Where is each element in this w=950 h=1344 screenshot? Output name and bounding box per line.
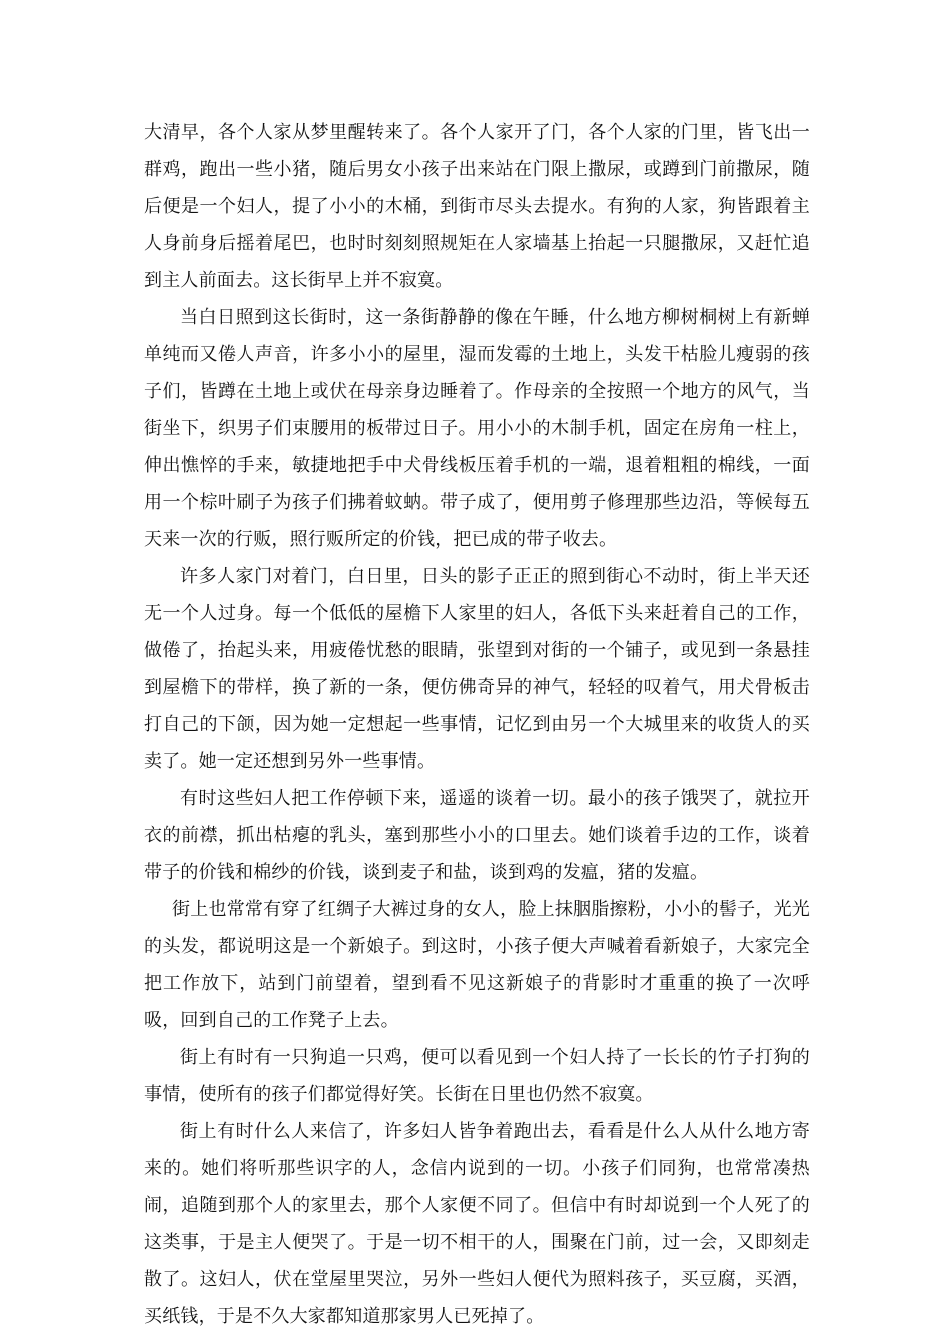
- paragraph-5: 街上也常常有穿了红绸子大裤过身的女人，脸上抹胭脂擦粉，小小的髻子，光光的头发，都说明这是一个新娘子。到这时，小孩子便大声喊着看新娘子，大家完全把工作放下，站到门前望着，望到看不见这新娘子的背影时才重重的换了一次呼吸，回到自己的工作凳子上去。: [144, 899, 810, 1031]
- document-body: [144, 114, 810, 1335]
- paragraph-1: 大清早，各个人家从梦里醒转来了。各个人家开了门，各个人家的门里，皆飞出一群鸡，跑出一些小猪，随后男女小孩子出来站在门限上撒尿，或蹲到门前撒尿，随后便是一个妇人，提了小小的木桶，到街市尽头去提水。有狗的人家，狗皆跟着主人身前身后摇着尾巴，也时时刻刻照规矩在人家墙基上抬起一只腿撒尿，又赶忙追到主人前面去。这长街早上并不寂寞。: [144, 122, 810, 291]
- paragraph-4: 有时这些妇人把工作停顿下来，遥遥的谈着一切。最小的孩子饿哭了，就拉开衣的前襟，抓出枯瘪的乳头，塞到那些小小的口里去。她们谈着手边的工作，谈着带子的价钱和棉纱的价钱，谈到麦子和盐，谈到鸡的发瘟，猪的发瘟。: [144, 788, 810, 883]
- paragraph-7: 街上有时什么人来信了，许多妇人皆争着跑出去，看看是什么人从什么地方寄来的。她们将听那些识字的人，念信内说到的一切。小孩子们同狗，也常常凑热闹，追随到那个人的家里去，那个人家便不同了。但信中有时却说到一个人死了的这类事，于是主人便哭了。于是一切不相干的人，围聚在门前，过一会，又即刻走散了。这妇人，伏在堂屋里哭泣，另外一些妇人便代为照料孩子，买豆腐，买酒，买纸钱，于是不久大家都知道那家男人已死掉了。: [144, 1121, 810, 1327]
- paragraph-2: 当白日照到这长街时，这一条街静静的像在午睡，什么地方柳树桐树上有新蝉单纯而又倦人声音，许多小小的屋里，湿而发霉的土地上，头发干枯脸儿瘦弱的孩子们，皆蹲在土地上或伏在母亲身边睡着了。作母亲的全按照一个地方的风气，当街坐下，织男子们束腰用的板带过日子。用小小的木制手机，固定在房角一柱上，伸出憔悴的手来，敏捷地把手中犬骨线板压着手机的一端，退着粗粗的棉线，一面用一个棕叶刷子为孩子们拂着蚊蚋。带子成了，便用剪子修理那些边沿，等候每五天来一次的行贩，照行贩所定的价钱，把已成的带子收去。: [144, 307, 810, 550]
- paragraph-3: 许多人家门对着门，白日里，日头的影子正正的照到街心不动时，街上半天还无一个人过身。每一个低低的屋檐下人家里的妇人，各低下头来赶着自己的工作，做倦了，抬起头来，用疲倦忧愁的眼睛，张望到对街的一个铺子，或见到一条悬挂到屋檐下的带样，换了新的一条，便仿佛奇异的神气，轻轻的叹着气，用犬骨板击打自己的下颌，因为她一定想起一些事情，记忆到由另一个大城里来的收货人的买卖了。她一定还想到另外一些事情。: [144, 566, 810, 772]
- paragraph-6: 街上有时有一只狗追一只鸡，便可以看见到一个妇人持了一长长的竹子打狗的事情，使所有的孩子们都觉得好笑。长街在日里也仍然不寂寞。: [144, 1047, 810, 1105]
